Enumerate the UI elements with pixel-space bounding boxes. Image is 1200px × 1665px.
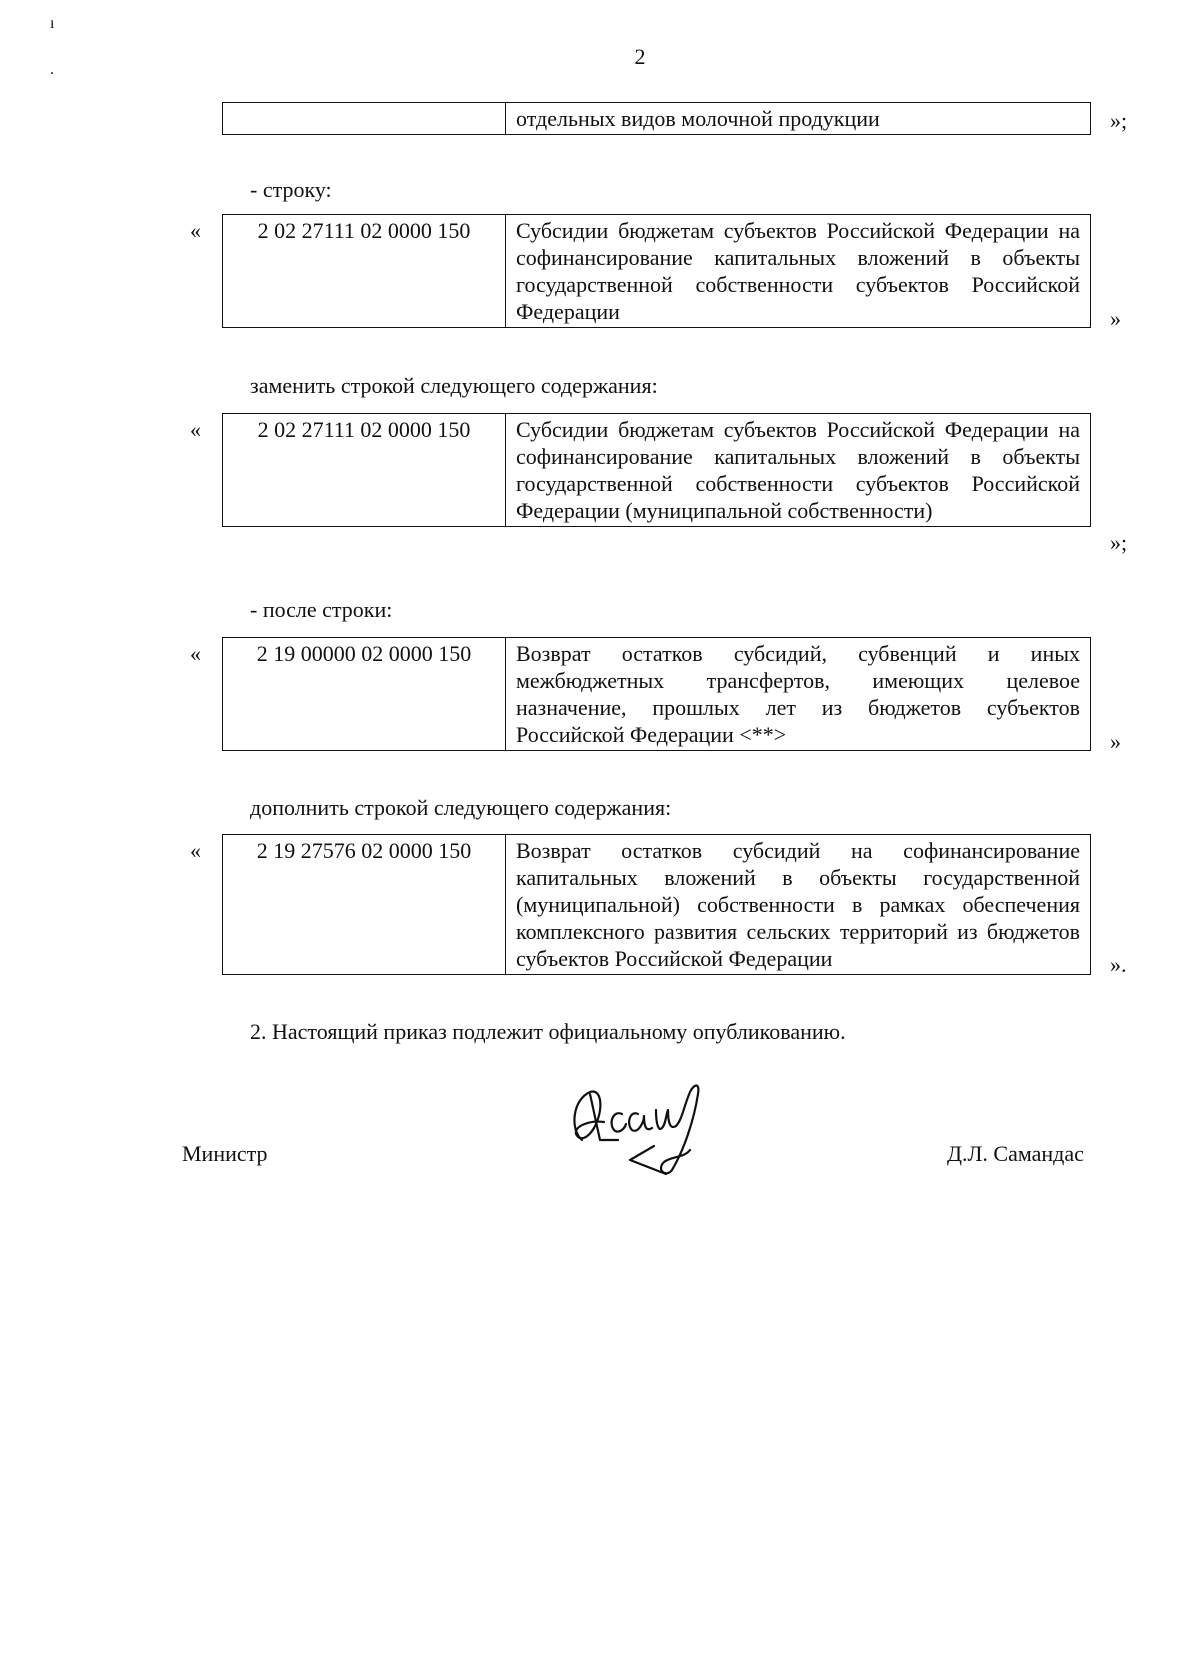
table-row-replacement bbox=[222, 413, 1091, 527]
page-number: 2 bbox=[634, 44, 646, 69]
close-quote: »; bbox=[1110, 530, 1128, 555]
signatory-position: Министр bbox=[182, 1141, 268, 1166]
publication-paragraph: 2. Настоящий приказ подлежит официальному опубликованию. bbox=[250, 1019, 846, 1044]
description-cell: Субсидии бюджетам субъектов Российской Федерации на софинансирование капитальных вложений в объекты государственной собственности субъектов Российской Федерации bbox=[506, 215, 1091, 328]
instruction-paragraph: дополнить строкой следующего содержания: bbox=[250, 795, 672, 820]
table-row bbox=[223, 835, 1091, 975]
code-cell: 2 19 27576 02 0000 150 bbox=[223, 835, 506, 975]
scan-mark: . bbox=[50, 61, 54, 78]
signatory-name: Д.Л. Самандас bbox=[947, 1141, 1084, 1166]
table-row bbox=[223, 414, 1091, 527]
table-row bbox=[223, 215, 1091, 328]
code-cell: 2 02 27111 02 0000 150 bbox=[223, 215, 506, 328]
close-quote: » bbox=[1110, 306, 1121, 331]
description-cell: отдельных видов молочной продукции bbox=[506, 103, 1091, 135]
open-quote: « bbox=[190, 218, 201, 243]
instruction-paragraph: - после строки: bbox=[250, 597, 393, 622]
close-quote: »; bbox=[1110, 108, 1128, 133]
instruction-paragraph: - строку: bbox=[250, 177, 332, 202]
open-quote: « bbox=[190, 417, 201, 442]
description-cell: Возврат остатков субсидий, субвенций и иных межбюджетных трансфертов, имеющих целевое назначение, прошлых лет из бюджетов субъектов Российской Федерации <**> bbox=[506, 638, 1091, 751]
close-quote: ». bbox=[1110, 952, 1127, 977]
table-row bbox=[223, 638, 1091, 751]
code-cell: 2 02 27111 02 0000 150 bbox=[223, 414, 506, 527]
handwritten-signature bbox=[560, 1070, 730, 1180]
table-continuation bbox=[222, 102, 1091, 135]
code-cell bbox=[223, 103, 506, 135]
open-quote: « bbox=[190, 641, 201, 666]
instruction-paragraph: заменить строкой следующего содержания: bbox=[250, 373, 658, 398]
close-quote: » bbox=[1110, 729, 1121, 754]
table-row-added bbox=[222, 834, 1091, 975]
table-row-original bbox=[222, 214, 1091, 328]
code-cell: 2 19 00000 02 0000 150 bbox=[223, 638, 506, 751]
description-cell: Возврат остатков субсидий на софинансирование капитальных вложений в объекты государственной (муниципальной) собственности в рамках обеспечения комплексного развития сельских территорий из бюджетов субъектов Российской Федерации bbox=[506, 835, 1091, 975]
open-quote: « bbox=[190, 838, 201, 863]
table-row bbox=[223, 103, 1091, 135]
table-row-after bbox=[222, 637, 1091, 751]
scan-mark: ı bbox=[50, 15, 55, 32]
description-cell: Субсидии бюджетам субъектов Российской Федерации на софинансирование капитальных вложений в объекты государственной собственности субъектов Российской Федерации (муниципальной собственности) bbox=[506, 414, 1091, 527]
